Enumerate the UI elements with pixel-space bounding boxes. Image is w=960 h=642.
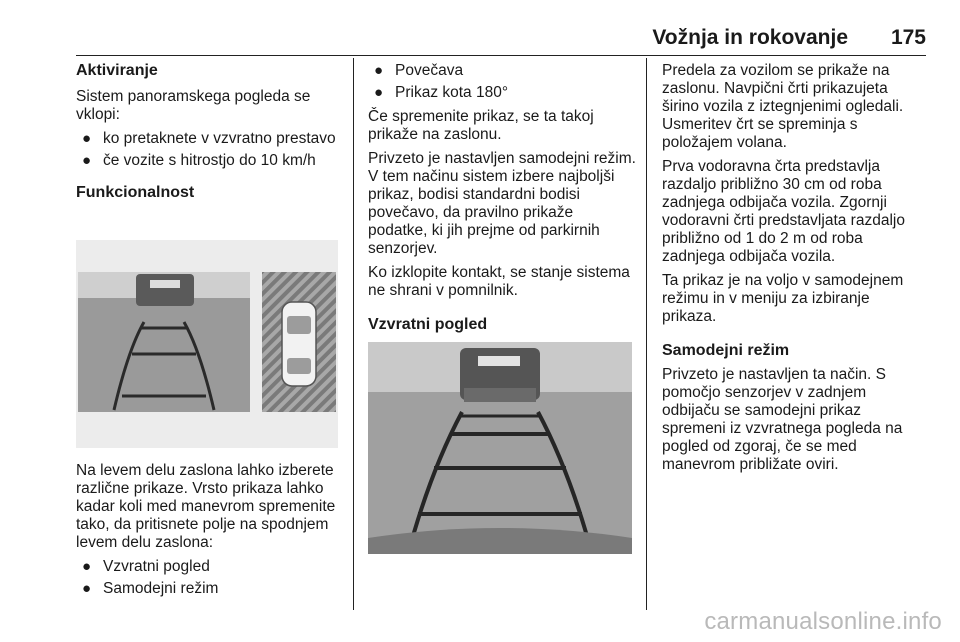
column-2 xyxy=(368,62,636,340)
bullet-icon: ● xyxy=(374,84,384,101)
para-area: Predela za vozilom se prikaže na zaslonu. Navpični črti prikazujeta širino vozila z iztegnjenimi ogledali. Usmeritev črt se spreminja s položajem volana. xyxy=(662,62,904,151)
page-header xyxy=(76,26,926,52)
heading-function: Funkcionalnost xyxy=(76,184,195,201)
list-item: ● ko pretaknete v vzvratno prestavo xyxy=(82,130,336,147)
bullet-icon: ● xyxy=(82,580,92,597)
list-item: ● če vozite s hitrostjo do 10 km/h xyxy=(82,152,316,169)
section-title: Vožnja in rokovanje xyxy=(652,26,848,49)
para-ignition: Ko izklopite kontakt, se stanje sistema ne shrani v pomnilnik. xyxy=(368,264,630,299)
column-divider-right xyxy=(646,58,647,610)
column-divider-left xyxy=(353,58,354,610)
bullet-icon: ● xyxy=(374,62,384,79)
bullet-icon: ● xyxy=(82,558,92,575)
list-item: ● Vzvratni pogled xyxy=(82,558,210,575)
heading-auto-mode: Samodejni režim xyxy=(662,342,790,359)
para-availability: Ta prikaz je na voljo v samodejnem režimu in v meniju za izbiranje prikaza. xyxy=(662,272,904,325)
header-rule xyxy=(76,55,926,56)
column-1 xyxy=(76,62,348,208)
list-item: ● Prikaz kota 180° xyxy=(374,84,509,101)
para-change-view: Če spremenite prikaz, se ta takoj prikaže na zaslonu. xyxy=(368,108,594,143)
para-default-mode: Privzeto je nastavljen samodejni režim. V tem načinu sistem izbere najboljši prikaz, bodisi standardni bodisi povečavo, da pravilno prikaže podatke, ki jih prejme od parkirnih senzorjev. xyxy=(368,150,636,257)
list-item: ● Povečava xyxy=(374,62,464,79)
activation-list xyxy=(76,130,348,170)
view-list-1 xyxy=(76,558,348,598)
para-first-line: Prva vodoravna črta predstavlja razdaljo približno 30 cm od roba zadnjega odbijača vozila. Zgornji vodoravni črti predstavljata razdaljo približno od 1 do 2 m od roba zadnjega odbijača vozila. xyxy=(662,158,905,265)
page-number: 175 xyxy=(890,26,926,49)
watermark: carmanualsonline.info xyxy=(704,608,942,635)
camera-display-image xyxy=(76,240,338,448)
activation-intro: Sistem panoramskega pogleda se vklopi: xyxy=(76,88,311,123)
heading-activation: Aktiviranje xyxy=(76,62,158,79)
para-select-view: Na levem delu zaslona lahko izberete različne prikaze. Vrsto prikaza lahko kadar koli med manevrom spremenite tako, da pritisnete polje na spodnjem levem delu zaslona: xyxy=(76,462,336,551)
rear-view-image xyxy=(368,342,632,554)
view-list-2 xyxy=(368,62,636,102)
heading-rear-view: Vzvratni pogled xyxy=(368,316,488,333)
list-item: ● Samodejni režim xyxy=(82,580,219,597)
bullet-icon: ● xyxy=(82,130,92,147)
column-1-lower xyxy=(76,462,348,604)
column-3 xyxy=(662,62,928,480)
bullet-icon: ● xyxy=(82,152,92,169)
para-auto-mode: Privzeto je nastavljen ta način. S pomočjo senzorjev v zadnjem odbijaču se samodejni prikaz spremeni iz vzvratnega pogleda na pogled od zgoraj, če se med manevrom približate oviri. xyxy=(662,366,903,473)
